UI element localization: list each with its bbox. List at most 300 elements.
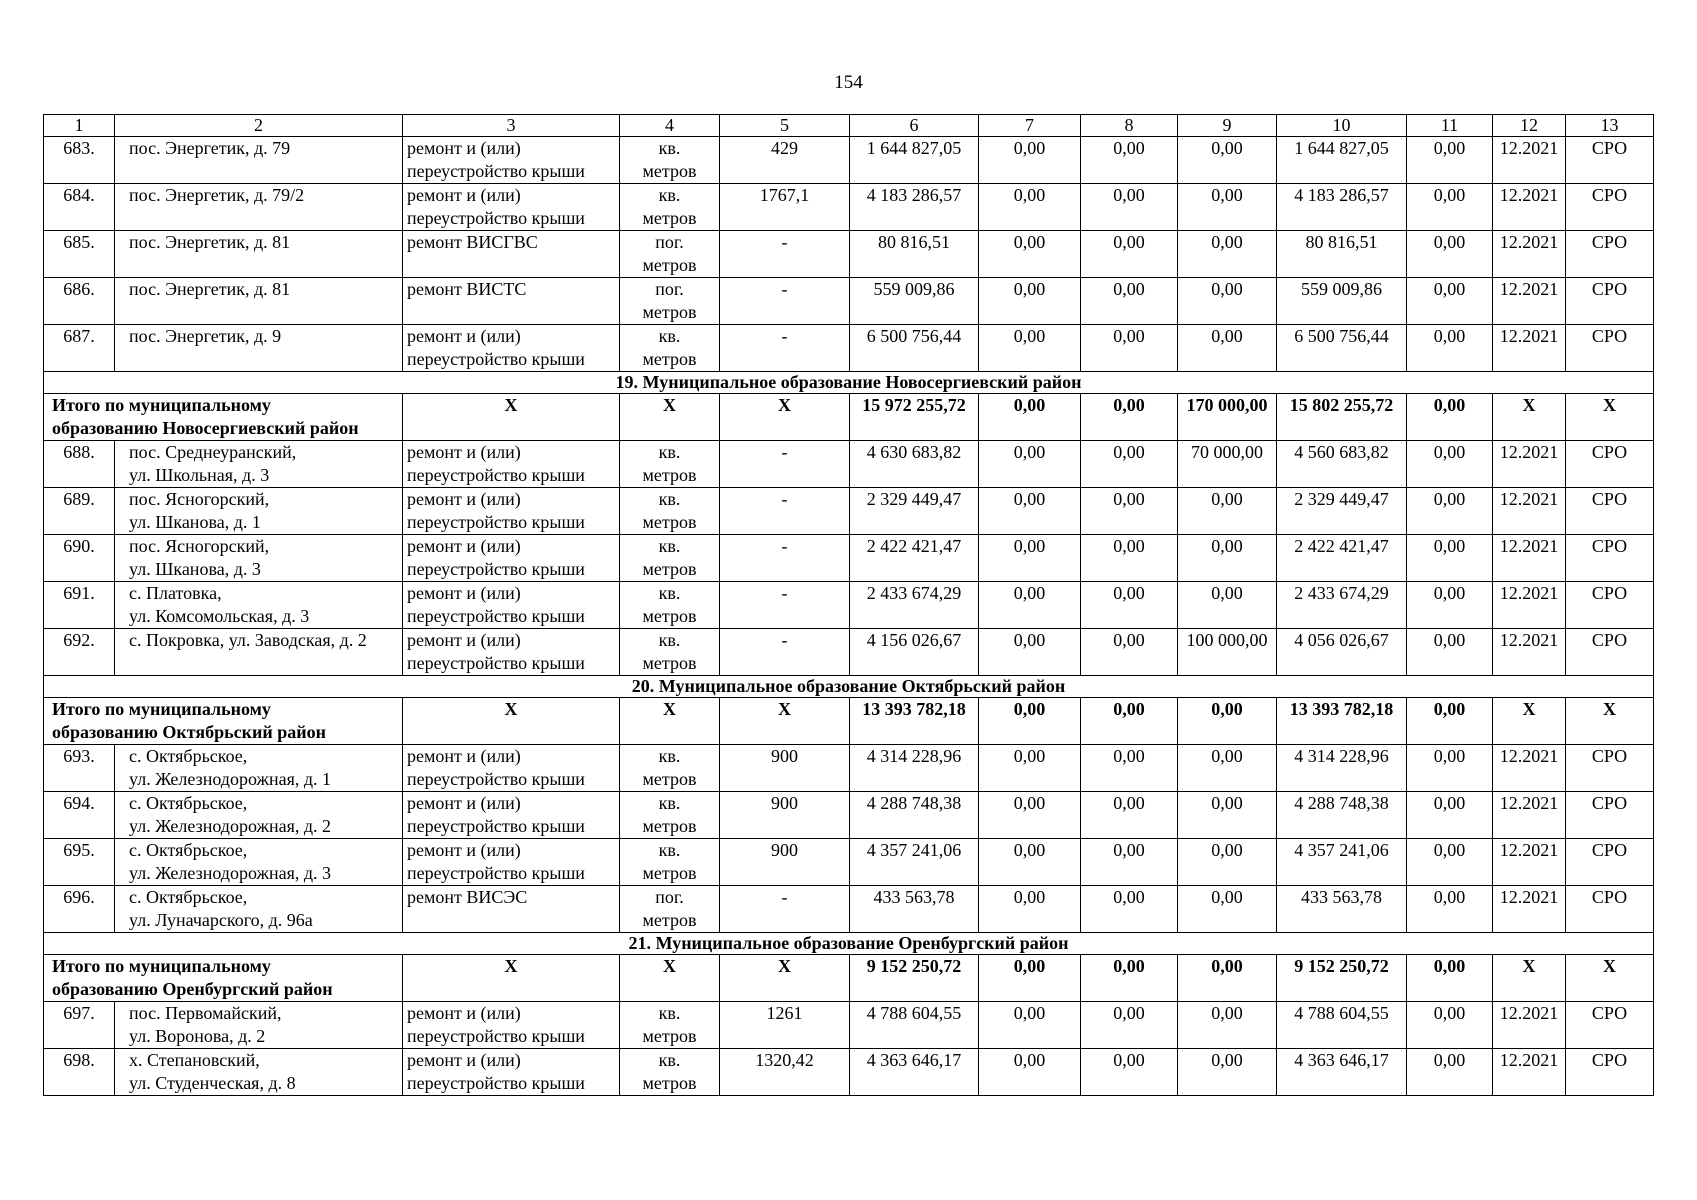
- value-c5: 900: [720, 745, 850, 792]
- unit-line: пог.: [655, 232, 684, 252]
- executor: СРО: [1566, 792, 1654, 839]
- table-body: [44, 115, 1654, 1096]
- table-row: [44, 488, 1654, 535]
- unit: [620, 278, 720, 325]
- work-type-line: переустройство крыши: [407, 559, 585, 579]
- value-c9: 0,00: [1178, 745, 1277, 792]
- total-c12: X: [1493, 698, 1566, 745]
- value-c8: 0,00: [1081, 839, 1178, 886]
- address-line: ул. Железнодорожная, д. 1: [129, 769, 332, 789]
- value-c6: 4 363 646,17: [850, 1049, 979, 1096]
- row-number: 691.: [44, 582, 115, 629]
- executor: СРО: [1566, 1049, 1654, 1096]
- value-c7: 0,00: [979, 535, 1081, 582]
- address-line: ул. Железнодорожная, д. 2: [129, 816, 332, 836]
- total-c9: 170 000,00: [1178, 394, 1277, 441]
- total-c8: 0,00: [1081, 698, 1178, 745]
- value-c6: 4 314 228,96: [850, 745, 979, 792]
- value-c7: 0,00: [979, 441, 1081, 488]
- total-work-type: X: [403, 698, 620, 745]
- unit-line: метров: [642, 1026, 697, 1046]
- section-title: 19. Муниципальное образование Новосергиевский район: [44, 372, 1654, 394]
- total-c9: 0,00: [1178, 698, 1277, 745]
- work-type-line: переустройство крыши: [407, 161, 585, 181]
- value-c9: 70 000,00: [1178, 441, 1277, 488]
- address-line: пос. Энергетик, д. 9: [129, 326, 282, 346]
- address-line: ул. Шканова, д. 1: [129, 512, 261, 532]
- work-type-line: ремонт и (или): [407, 442, 521, 462]
- address-line: с. Платовка,: [129, 583, 222, 603]
- address: [115, 839, 403, 886]
- work-type: [403, 745, 620, 792]
- work-type-line: переустройство крыши: [407, 512, 585, 532]
- value-c10: 2 329 449,47: [1277, 488, 1407, 535]
- address-line: пос. Ясногорский,: [129, 536, 270, 556]
- address: [115, 886, 403, 933]
- executor: СРО: [1566, 745, 1654, 792]
- value-c12: 12.2021: [1493, 184, 1566, 231]
- total-c13: X: [1566, 394, 1654, 441]
- value-c11: 0,00: [1407, 582, 1493, 629]
- value-c11: 0,00: [1407, 231, 1493, 278]
- unit: [620, 137, 720, 184]
- value-c7: 0,00: [979, 886, 1081, 933]
- address: [115, 184, 403, 231]
- table-row: [44, 792, 1654, 839]
- value-c7: 0,00: [979, 839, 1081, 886]
- row-number: 688.: [44, 441, 115, 488]
- value-c5: 1261: [720, 1002, 850, 1049]
- section-header-row: [44, 676, 1654, 698]
- value-c10: 80 816,51: [1277, 231, 1407, 278]
- work-type-line: переустройство крыши: [407, 1026, 585, 1046]
- total-label-line: Итого по муниципальному: [52, 699, 271, 719]
- table-row: [44, 629, 1654, 676]
- address: [115, 325, 403, 372]
- unit-line: метров: [642, 255, 697, 275]
- value-c11: 0,00: [1407, 278, 1493, 325]
- total-c5: X: [720, 698, 850, 745]
- value-c11: 0,00: [1407, 325, 1493, 372]
- executor: СРО: [1566, 278, 1654, 325]
- value-c8: 0,00: [1081, 745, 1178, 792]
- value-c10: 4 788 604,55: [1277, 1002, 1407, 1049]
- work-type: [403, 184, 620, 231]
- unit-line: кв.: [658, 840, 681, 860]
- address: [115, 278, 403, 325]
- total-label: [44, 394, 403, 441]
- work-type-line: ремонт и (или): [407, 583, 521, 603]
- total-work-type: X: [403, 955, 620, 1002]
- unit: [620, 629, 720, 676]
- value-c10: 2 422 421,47: [1277, 535, 1407, 582]
- value-c5: -: [720, 278, 850, 325]
- unit-line: кв.: [658, 1003, 681, 1023]
- value-c8: 0,00: [1081, 886, 1178, 933]
- unit-line: кв.: [658, 1050, 681, 1070]
- address: [115, 137, 403, 184]
- value-c11: 0,00: [1407, 137, 1493, 184]
- work-type-line: переустройство крыши: [407, 816, 585, 836]
- total-c8: 0,00: [1081, 955, 1178, 1002]
- unit-line: пог.: [655, 887, 684, 907]
- value-c5: 429: [720, 137, 850, 184]
- page-number: 154: [834, 72, 863, 93]
- executor: СРО: [1566, 839, 1654, 886]
- total-c12: X: [1493, 955, 1566, 1002]
- work-type-line: ремонт и (или): [407, 840, 521, 860]
- address-line: ул. Луначарского, д. 96а: [129, 910, 313, 930]
- table-row: [44, 839, 1654, 886]
- total-c9: 0,00: [1178, 955, 1277, 1002]
- section-header-row: [44, 933, 1654, 955]
- value-c10: 4 314 228,96: [1277, 745, 1407, 792]
- table-row: [44, 535, 1654, 582]
- value-c5: 900: [720, 839, 850, 886]
- unit: [620, 488, 720, 535]
- value-c9: 0,00: [1178, 535, 1277, 582]
- value-c6: 4 288 748,38: [850, 792, 979, 839]
- executor: СРО: [1566, 137, 1654, 184]
- work-type-line: ремонт и (или): [407, 326, 521, 346]
- work-type: [403, 582, 620, 629]
- column-header: 13: [1566, 115, 1654, 137]
- table-row: [44, 231, 1654, 278]
- value-c10: 433 563,78: [1277, 886, 1407, 933]
- column-header: 2: [115, 115, 403, 137]
- value-c10: 4 056 026,67: [1277, 629, 1407, 676]
- unit-line: кв.: [658, 138, 681, 158]
- value-c6: 433 563,78: [850, 886, 979, 933]
- unit-line: метров: [642, 606, 697, 626]
- value-c12: 12.2021: [1493, 488, 1566, 535]
- unit: [620, 792, 720, 839]
- total-label: [44, 698, 403, 745]
- row-number: 696.: [44, 886, 115, 933]
- unit: [620, 582, 720, 629]
- value-c9: 0,00: [1178, 278, 1277, 325]
- row-number: 685.: [44, 231, 115, 278]
- value-c5: -: [720, 582, 850, 629]
- total-c12: X: [1493, 394, 1566, 441]
- value-c10: 4 560 683,82: [1277, 441, 1407, 488]
- address-line: ул. Воронова, д. 2: [129, 1026, 266, 1046]
- work-type: [403, 488, 620, 535]
- work-type-line: ремонт и (или): [407, 185, 521, 205]
- value-c9: 0,00: [1178, 839, 1277, 886]
- table-row: [44, 745, 1654, 792]
- work-type: [403, 1002, 620, 1049]
- unit: [620, 231, 720, 278]
- work-type: [403, 535, 620, 582]
- work-type-line: переустройство крыши: [407, 606, 585, 626]
- work-type: [403, 1049, 620, 1096]
- unit-line: метров: [642, 559, 697, 579]
- municipality-total-row: [44, 394, 1654, 441]
- total-unit: X: [620, 698, 720, 745]
- value-c5: -: [720, 886, 850, 933]
- total-c11: 0,00: [1407, 394, 1493, 441]
- unit-line: метров: [642, 910, 697, 930]
- address-line: с. Октябрьское,: [129, 887, 248, 907]
- work-type: [403, 629, 620, 676]
- value-c8: 0,00: [1081, 792, 1178, 839]
- value-c9: 0,00: [1178, 886, 1277, 933]
- unit: [620, 441, 720, 488]
- repair-program-table: [43, 114, 1654, 1096]
- work-type-line: переустройство крыши: [407, 653, 585, 673]
- column-header: 8: [1081, 115, 1178, 137]
- value-c7: 0,00: [979, 231, 1081, 278]
- total-unit: X: [620, 955, 720, 1002]
- work-type-line: переустройство крыши: [407, 863, 585, 883]
- total-label-line: Итого по муниципальному: [52, 956, 271, 976]
- value-c7: 0,00: [979, 792, 1081, 839]
- total-c10: 13 393 782,18: [1277, 698, 1407, 745]
- value-c7: 0,00: [979, 278, 1081, 325]
- value-c5: -: [720, 231, 850, 278]
- work-type: [403, 325, 620, 372]
- table-row: [44, 1002, 1654, 1049]
- address: [115, 535, 403, 582]
- value-c6: 2 329 449,47: [850, 488, 979, 535]
- address-line: с. Покровка, ул. Заводская, д. 2: [129, 630, 367, 650]
- total-c11: 0,00: [1407, 955, 1493, 1002]
- value-c7: 0,00: [979, 582, 1081, 629]
- value-c8: 0,00: [1081, 137, 1178, 184]
- unit-line: кв.: [658, 326, 681, 346]
- column-header: 6: [850, 115, 979, 137]
- value-c6: 4 183 286,57: [850, 184, 979, 231]
- value-c11: 0,00: [1407, 792, 1493, 839]
- unit: [620, 325, 720, 372]
- value-c8: 0,00: [1081, 231, 1178, 278]
- unit: [620, 839, 720, 886]
- municipality-total-row: [44, 698, 1654, 745]
- column-header: 3: [403, 115, 620, 137]
- row-number: 690.: [44, 535, 115, 582]
- total-c8: 0,00: [1081, 394, 1178, 441]
- table-row: [44, 184, 1654, 231]
- value-c12: 12.2021: [1493, 137, 1566, 184]
- row-number: 692.: [44, 629, 115, 676]
- executor: СРО: [1566, 535, 1654, 582]
- value-c12: 12.2021: [1493, 886, 1566, 933]
- executor: СРО: [1566, 886, 1654, 933]
- value-c11: 0,00: [1407, 184, 1493, 231]
- work-type: [403, 231, 620, 278]
- value-c9: 0,00: [1178, 137, 1277, 184]
- section-header-row: [44, 372, 1654, 394]
- address-line: с. Октябрьское,: [129, 793, 248, 813]
- value-c6: 4 788 604,55: [850, 1002, 979, 1049]
- value-c10: 4 288 748,38: [1277, 792, 1407, 839]
- value-c11: 0,00: [1407, 535, 1493, 582]
- value-c9: 0,00: [1178, 1002, 1277, 1049]
- column-header: 1: [44, 115, 115, 137]
- address: [115, 1049, 403, 1096]
- row-number: 694.: [44, 792, 115, 839]
- address-line: ул. Железнодорожная, д. 3: [129, 863, 332, 883]
- table-row: [44, 278, 1654, 325]
- unit-line: пог.: [655, 279, 684, 299]
- work-type-line: переустройство крыши: [407, 1073, 585, 1093]
- value-c11: 0,00: [1407, 1002, 1493, 1049]
- value-c5: 1320,42: [720, 1049, 850, 1096]
- value-c11: 0,00: [1407, 488, 1493, 535]
- unit-line: кв.: [658, 489, 681, 509]
- work-type: [403, 441, 620, 488]
- value-c8: 0,00: [1081, 184, 1178, 231]
- total-label-line: Итого по муниципальному: [52, 395, 271, 415]
- value-c7: 0,00: [979, 184, 1081, 231]
- unit-line: метров: [642, 1073, 697, 1093]
- value-c6: 2 433 674,29: [850, 582, 979, 629]
- total-c6: 13 393 782,18: [850, 698, 979, 745]
- column-number-header: [44, 115, 1654, 137]
- value-c8: 0,00: [1081, 488, 1178, 535]
- value-c7: 0,00: [979, 629, 1081, 676]
- unit-line: метров: [642, 349, 697, 369]
- address-line: с. Октябрьское,: [129, 840, 248, 860]
- total-c13: X: [1566, 698, 1654, 745]
- value-c11: 0,00: [1407, 886, 1493, 933]
- value-c9: 0,00: [1178, 792, 1277, 839]
- column-header: 12: [1493, 115, 1566, 137]
- value-c7: 0,00: [979, 137, 1081, 184]
- value-c12: 12.2021: [1493, 441, 1566, 488]
- row-number: 684.: [44, 184, 115, 231]
- table-row: [44, 137, 1654, 184]
- value-c6: 80 816,51: [850, 231, 979, 278]
- row-number: 695.: [44, 839, 115, 886]
- total-c11: 0,00: [1407, 698, 1493, 745]
- unit-line: кв.: [658, 583, 681, 603]
- value-c6: 4 630 683,82: [850, 441, 979, 488]
- work-type-line: ремонт ВИСЭС: [407, 887, 528, 907]
- value-c10: 4 363 646,17: [1277, 1049, 1407, 1096]
- total-c10: 15 802 255,72: [1277, 394, 1407, 441]
- table-row: [44, 325, 1654, 372]
- work-type: [403, 839, 620, 886]
- executor: СРО: [1566, 184, 1654, 231]
- table-row: [44, 582, 1654, 629]
- value-c5: -: [720, 441, 850, 488]
- address: [115, 231, 403, 278]
- value-c7: 0,00: [979, 745, 1081, 792]
- work-type-line: ремонт и (или): [407, 793, 521, 813]
- value-c9: 0,00: [1178, 231, 1277, 278]
- value-c10: 4 183 286,57: [1277, 184, 1407, 231]
- value-c5: -: [720, 325, 850, 372]
- value-c11: 0,00: [1407, 629, 1493, 676]
- value-c12: 12.2021: [1493, 745, 1566, 792]
- value-c9: 100 000,00: [1178, 629, 1277, 676]
- column-header: 5: [720, 115, 850, 137]
- address-line: пос. Среднеуранский,: [129, 442, 297, 462]
- unit-line: кв.: [658, 630, 681, 650]
- column-header: 11: [1407, 115, 1493, 137]
- work-type-line: ремонт и (или): [407, 1050, 521, 1070]
- value-c11: 0,00: [1407, 745, 1493, 792]
- column-header: 9: [1178, 115, 1277, 137]
- section-title: 21. Муниципальное образование Оренбургский район: [44, 933, 1654, 955]
- address-line: пос. Первомайский,: [129, 1003, 282, 1023]
- work-type: [403, 137, 620, 184]
- unit-line: метров: [642, 863, 697, 883]
- address-line: с. Октябрьское,: [129, 746, 248, 766]
- value-c10: 1 644 827,05: [1277, 137, 1407, 184]
- value-c5: 900: [720, 792, 850, 839]
- work-type-line: ремонт и (или): [407, 536, 521, 556]
- value-c5: 1767,1: [720, 184, 850, 231]
- unit-line: кв.: [658, 442, 681, 462]
- value-c12: 12.2021: [1493, 629, 1566, 676]
- work-type-line: ремонт и (или): [407, 746, 521, 766]
- value-c7: 0,00: [979, 1049, 1081, 1096]
- value-c12: 12.2021: [1493, 1002, 1566, 1049]
- work-type-line: ремонт ВИСТС: [407, 279, 527, 299]
- unit-line: метров: [642, 302, 697, 322]
- value-c6: 6 500 756,44: [850, 325, 979, 372]
- total-c6: 15 972 255,72: [850, 394, 979, 441]
- total-label-line: образованию Новосергиевский район: [52, 418, 359, 438]
- address-line: х. Степановский,: [129, 1050, 260, 1070]
- work-type: [403, 886, 620, 933]
- unit-line: кв.: [658, 746, 681, 766]
- value-c5: -: [720, 629, 850, 676]
- total-c10: 9 152 250,72: [1277, 955, 1407, 1002]
- value-c9: 0,00: [1178, 488, 1277, 535]
- unit-line: метров: [642, 512, 697, 532]
- value-c9: 0,00: [1178, 582, 1277, 629]
- value-c6: 4 156 026,67: [850, 629, 979, 676]
- value-c6: 4 357 241,06: [850, 839, 979, 886]
- value-c6: 559 009,86: [850, 278, 979, 325]
- value-c11: 0,00: [1407, 839, 1493, 886]
- work-type-line: ремонт ВИСГВС: [407, 232, 538, 252]
- column-header: 10: [1277, 115, 1407, 137]
- unit-line: метров: [642, 208, 697, 228]
- total-label-line: образованию Октябрьский район: [52, 722, 327, 742]
- value-c12: 12.2021: [1493, 792, 1566, 839]
- address: [115, 488, 403, 535]
- value-c5: -: [720, 488, 850, 535]
- value-c8: 0,00: [1081, 325, 1178, 372]
- column-header: 7: [979, 115, 1081, 137]
- address: [115, 792, 403, 839]
- work-type-line: ремонт и (или): [407, 630, 521, 650]
- value-c12: 12.2021: [1493, 839, 1566, 886]
- work-type-line: переустройство крыши: [407, 208, 585, 228]
- executor: СРО: [1566, 488, 1654, 535]
- total-c5: X: [720, 394, 850, 441]
- value-c8: 0,00: [1081, 441, 1178, 488]
- work-type-line: переустройство крыши: [407, 465, 585, 485]
- address: [115, 582, 403, 629]
- total-c5: X: [720, 955, 850, 1002]
- unit: [620, 886, 720, 933]
- unit-line: кв.: [658, 185, 681, 205]
- value-c9: 0,00: [1178, 184, 1277, 231]
- value-c8: 0,00: [1081, 629, 1178, 676]
- value-c12: 12.2021: [1493, 278, 1566, 325]
- total-c6: 9 152 250,72: [850, 955, 979, 1002]
- unit-line: кв.: [658, 793, 681, 813]
- total-work-type: X: [403, 394, 620, 441]
- value-c8: 0,00: [1081, 535, 1178, 582]
- executor: СРО: [1566, 1002, 1654, 1049]
